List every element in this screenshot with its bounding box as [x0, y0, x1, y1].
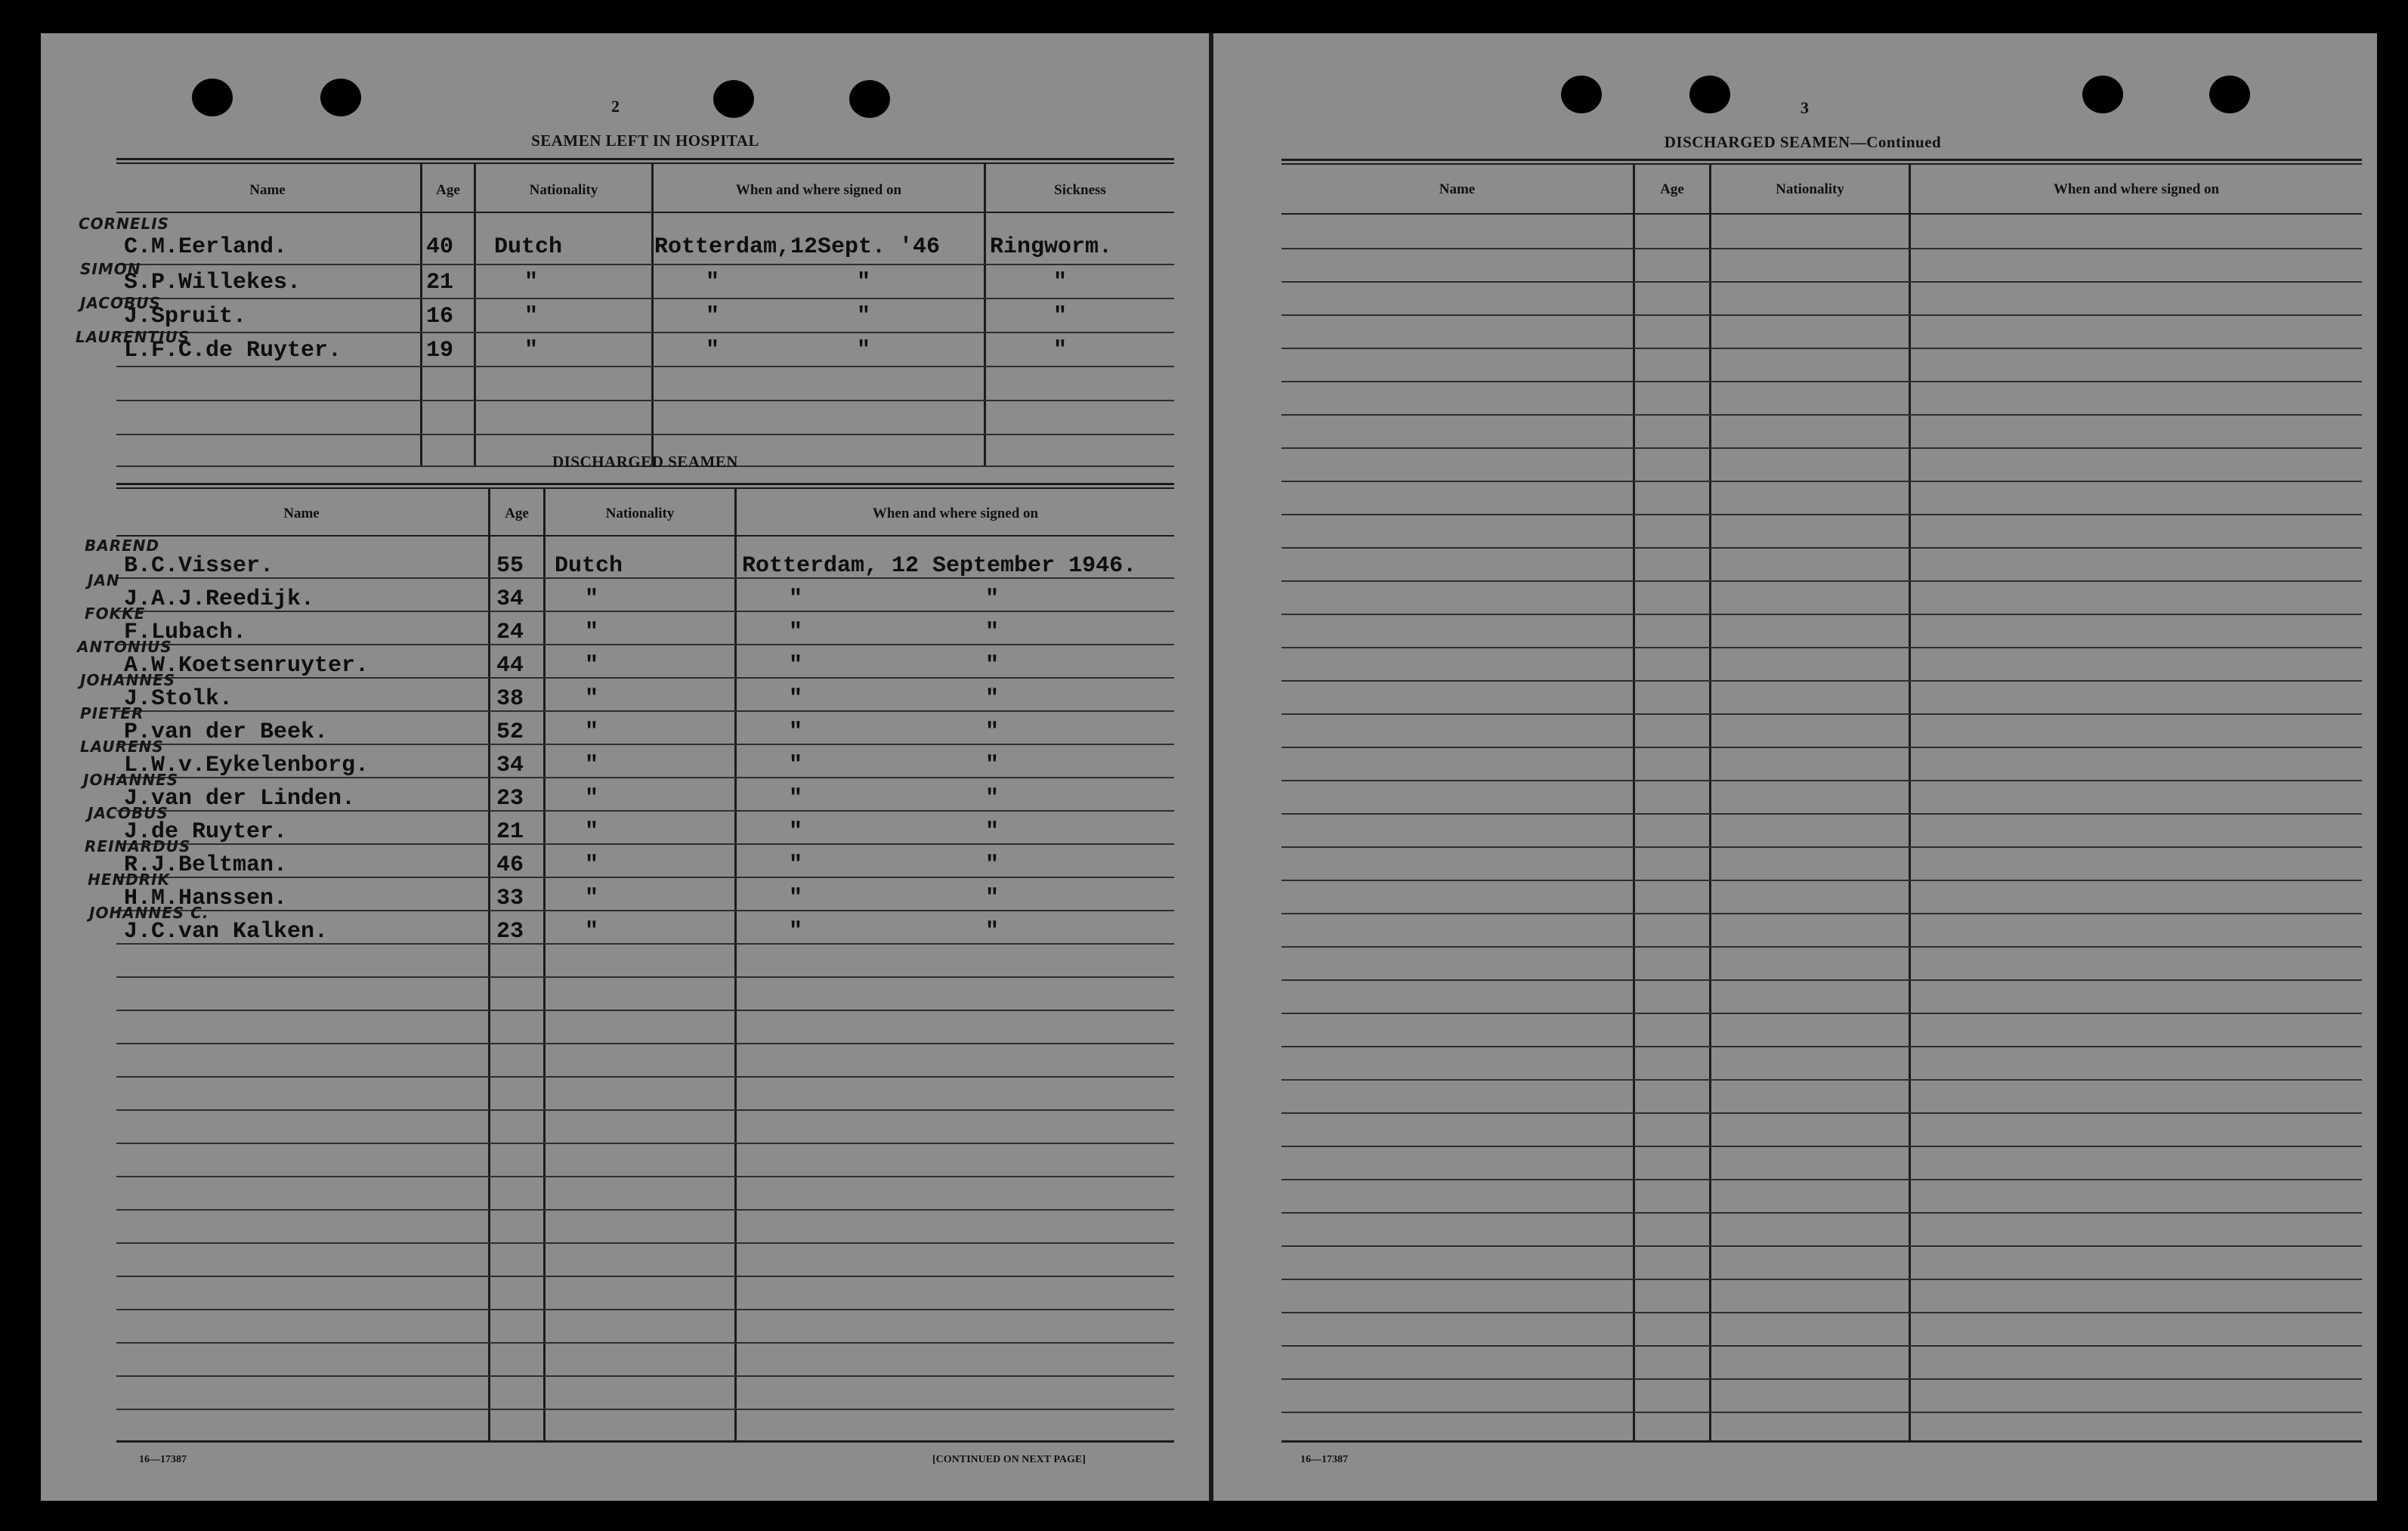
seaman-nationality: Dutch [555, 553, 623, 579]
punch-hole [713, 80, 754, 118]
header-rule [116, 535, 1174, 537]
col-header-signed-on: When and where signed on [872, 506, 1039, 521]
row-line [1281, 946, 2362, 948]
seaman-signed-on: " [789, 919, 803, 945]
seaman-name: J.Stolk. [124, 686, 233, 712]
seaman-age: 33 [496, 886, 524, 911]
seaman-age: 16 [426, 304, 454, 329]
handwritten-given-name: LAURENS [80, 738, 164, 756]
handwritten-given-name: JOHANNES C. [89, 904, 209, 922]
form-number: 16—17387 [139, 1454, 187, 1465]
row-line [1281, 1312, 2362, 1313]
handwritten-given-name: JACOBUS [80, 294, 161, 312]
col-header-name: Name [249, 182, 286, 198]
row-line [116, 298, 1174, 299]
row-line [1281, 880, 2362, 881]
seaman-name: R.J.Beltman. [124, 852, 288, 878]
seaman-signed-on-date: " [985, 919, 1000, 945]
seaman-nationality: Dutch [494, 234, 563, 260]
col-header-age: Age [1660, 181, 1684, 197]
seaman-age: 46 [496, 852, 524, 878]
seaman-nationality: " [585, 719, 599, 745]
seaman-nationality: " [585, 753, 599, 778]
header-rule [116, 212, 1174, 213]
handwritten-given-name: BAREND [85, 537, 160, 555]
row-line [116, 710, 1174, 712]
form-number: 16—17387 [1300, 1454, 1348, 1465]
col-header-nationality: Nationality [1776, 181, 1844, 197]
row-line [1281, 1013, 2362, 1014]
discharged-section-title: DISCHARGED SEAMEN [552, 453, 738, 471]
seaman-name: A.W.Koetsenruyter. [124, 653, 369, 679]
seaman-signed-on: Rotterdam,12Sept. '46 [654, 234, 941, 260]
row-line [1281, 547, 2362, 549]
seaman-signed-on: " [789, 819, 803, 845]
punch-hole [320, 79, 361, 116]
row-line [116, 1143, 1174, 1144]
seaman-signed-on: " [789, 753, 803, 778]
seaman-nationality: " [585, 886, 599, 911]
row-line [1281, 680, 2362, 682]
punch-hole [849, 80, 890, 118]
row-line [1281, 248, 2362, 249]
seaman-name: L.F.C.de Ruyter. [124, 338, 342, 363]
table-bottom-rule [116, 1440, 1174, 1443]
seaman-age: 24 [496, 620, 524, 645]
row-line [1281, 447, 2362, 449]
row-line [1281, 614, 2362, 615]
seaman-name: B.C.Visser. [124, 553, 274, 579]
seaman-signed-on-date: " [985, 786, 1000, 812]
handwritten-given-name: JOHANNES [80, 671, 176, 689]
column-divider [488, 488, 490, 1440]
seaman-signed-on: " [789, 886, 803, 911]
column-divider [1633, 164, 1635, 1441]
col-header-nationality: Nationality [529, 182, 598, 198]
seaman-signed-on-date: " [985, 819, 1000, 845]
seaman-signed-on-date: " [985, 753, 1000, 778]
column-divider [474, 163, 476, 465]
seaman-signed-on-date: " [985, 886, 1000, 911]
seaman-signed-on-date: " [985, 620, 1000, 645]
table-top-rule [116, 162, 1174, 164]
seaman-name: H.M.Hanssen. [124, 886, 288, 911]
section-title: DISCHARGED SEAMEN—Continued [1664, 133, 1942, 151]
row-line [1281, 1279, 2362, 1280]
row-line [1281, 481, 2362, 482]
row-line [1281, 348, 2362, 349]
row-line [116, 1375, 1174, 1377]
seaman-signed-on: " [706, 338, 720, 363]
seaman-signed-on-date: " [857, 338, 871, 363]
seaman-age: 44 [496, 653, 524, 679]
col-header-name: Name [283, 506, 320, 521]
row-line [1281, 1412, 2362, 1413]
seaman-age: 52 [496, 719, 524, 745]
seaman-age: 23 [496, 786, 524, 812]
seaman-name: J.Spruit. [124, 304, 247, 329]
column-divider [420, 163, 422, 465]
col-header-nationality: Nationality [605, 506, 675, 521]
row-line [1281, 979, 2362, 981]
punch-hole [192, 79, 233, 116]
row-line [1281, 281, 2362, 283]
seaman-nationality: " [585, 620, 599, 645]
row-line [116, 1176, 1174, 1177]
seaman-nationality: " [585, 919, 599, 945]
row-line [116, 400, 1174, 401]
header-rule [1281, 213, 2362, 215]
column-divider [1709, 164, 1711, 1441]
seaman-signed-on-date: " [857, 270, 871, 295]
seaman-age: 38 [496, 686, 524, 712]
seaman-signed-on-date: " [985, 653, 1000, 679]
seaman-signed-on: " [789, 586, 803, 612]
seaman-age: 40 [426, 234, 454, 260]
handwritten-given-name: PIETER [80, 704, 144, 722]
row-line [1281, 813, 2362, 815]
col-header-age: Age [505, 506, 529, 521]
row-line [1281, 1046, 2362, 1047]
punch-hole [2082, 76, 2123, 113]
punch-hole [1689, 76, 1730, 113]
seaman-age: 21 [426, 270, 454, 295]
row-line [1281, 747, 2362, 748]
punch-hole [1561, 76, 1602, 113]
seaman-signed-on: " [789, 852, 803, 878]
row-line [116, 264, 1174, 265]
seaman-signed-on: " [789, 719, 803, 745]
seaman-nationality: " [585, 653, 599, 679]
table-top-rule [116, 487, 1174, 489]
seaman-age: 34 [496, 586, 524, 612]
seaman-signed-on: " [789, 686, 803, 712]
handwritten-given-name: FOKKE [85, 605, 146, 623]
col-header-name: Name [1439, 181, 1476, 197]
handwritten-given-name: REINARDUS [85, 837, 191, 855]
table-top-rule [1281, 163, 2362, 165]
seaman-age: 23 [496, 919, 524, 945]
row-line [116, 644, 1174, 645]
seaman-name: P.van der Beek. [124, 719, 329, 745]
seaman-name: F.Lubach. [124, 620, 247, 645]
row-line [116, 1242, 1174, 1244]
table-bottom-rule [1281, 1440, 2362, 1443]
seaman-signed-on-date: " [985, 586, 1000, 612]
handwritten-given-name: ANTONIUS [77, 638, 172, 656]
table-top-rule [116, 483, 1174, 485]
row-line [1281, 780, 2362, 781]
row-line [1281, 1245, 2362, 1247]
continued-note: [CONTINUED ON NEXT PAGE] [932, 1454, 1086, 1465]
handwritten-given-name: SIMON [80, 260, 141, 278]
row-line [116, 1309, 1174, 1310]
col-header-sickness: Sickness [1054, 182, 1106, 198]
handwritten-given-name: CORNELIS [79, 215, 170, 233]
row-line [1281, 1378, 2362, 1380]
row-line [1281, 1212, 2362, 1214]
seaman-name: L.W.v.Eykelenborg. [124, 753, 369, 778]
seaman-age: 55 [496, 553, 524, 579]
row-line [116, 1209, 1174, 1211]
seaman-nationality: " [585, 786, 599, 812]
row-line [116, 1409, 1174, 1410]
seaman-nationality: " [585, 586, 599, 612]
row-line [1281, 314, 2362, 316]
seaman-signed-on: " [789, 620, 803, 645]
hospital-section-title: SEAMEN LEFT IN HOSPITAL [531, 131, 759, 150]
row-line [116, 1109, 1174, 1111]
row-line [1281, 1345, 2362, 1347]
page-number: 2 [611, 97, 620, 116]
handwritten-given-name: JAN [88, 571, 120, 589]
row-line [1281, 647, 2362, 648]
seaman-signed-on-date: " [985, 852, 1000, 878]
page-number: 3 [1801, 98, 1809, 117]
row-line [116, 1342, 1174, 1344]
row-line [1281, 580, 2362, 582]
handwritten-given-name: HENDRIK [88, 871, 171, 889]
col-header-signed-on: When and where signed on [735, 182, 902, 198]
seaman-name: J.C.van Kalken. [124, 919, 329, 945]
column-divider [1909, 164, 1911, 1441]
table-top-rule [1281, 159, 2362, 161]
row-line [116, 332, 1174, 333]
seaman-signed-on: " [706, 270, 720, 295]
row-line [1281, 414, 2362, 416]
column-divider [543, 488, 546, 1440]
row-line [1281, 713, 2362, 715]
left-page [41, 33, 1209, 1501]
row-line [1281, 1146, 2362, 1147]
seaman-sickness: " [1053, 270, 1068, 295]
row-line [116, 434, 1174, 435]
col-header-signed-on: When and where signed on [2053, 181, 2220, 197]
row-line [1281, 1179, 2362, 1180]
seaman-signed-on: Rotterdam, 12 September 1946. [742, 553, 1137, 579]
seaman-signed-on: " [789, 786, 803, 812]
seaman-name: J.de Ruyter. [124, 819, 288, 845]
row-line [116, 976, 1174, 978]
row-line [116, 1276, 1174, 1277]
column-divider [984, 163, 986, 465]
seaman-nationality: " [524, 270, 539, 295]
column-divider [651, 163, 654, 465]
handwritten-given-name: LAURENTIUS [76, 328, 190, 346]
seaman-age: 21 [496, 819, 524, 845]
punch-hole [2209, 76, 2250, 113]
seaman-signed-on: " [789, 653, 803, 679]
col-header-age: Age [436, 182, 460, 198]
seaman-age: 19 [426, 338, 454, 363]
row-line [116, 366, 1174, 367]
seaman-signed-on-date: " [985, 719, 1000, 745]
seaman-signed-on-date: " [857, 304, 871, 329]
row-line [116, 1010, 1174, 1011]
row-line [116, 1076, 1174, 1078]
seaman-name: S.P.Willekes. [124, 270, 301, 295]
column-divider [734, 488, 737, 1440]
seaman-sickness: " [1053, 304, 1068, 329]
handwritten-given-name: JACOBUS [88, 804, 168, 822]
seaman-name: J.van der Linden. [124, 786, 356, 812]
seaman-name: J.A.J.Reedijk. [124, 586, 315, 612]
seaman-nationality: " [524, 338, 539, 363]
row-line [1281, 1079, 2362, 1081]
seaman-signed-on: " [706, 304, 720, 329]
seaman-signed-on-date: " [985, 686, 1000, 712]
row-line [1281, 514, 2362, 515]
row-line [1281, 1112, 2362, 1114]
seaman-age: 34 [496, 753, 524, 778]
row-line [1281, 913, 2362, 914]
seaman-nationality: " [524, 304, 539, 329]
seaman-name: C.M.Eerland. [124, 234, 288, 260]
right-page [1213, 33, 2377, 1501]
table-top-rule [116, 158, 1174, 160]
seaman-nationality: " [585, 686, 599, 712]
row-line [116, 1043, 1174, 1044]
handwritten-given-name: JOHANNES [83, 771, 179, 789]
row-line [1281, 381, 2362, 382]
row-line [1281, 846, 2362, 848]
seaman-sickness: " [1053, 338, 1068, 363]
seaman-nationality: " [585, 852, 599, 878]
seaman-sickness: Ringworm. [990, 234, 1113, 260]
seaman-nationality: " [585, 819, 599, 845]
